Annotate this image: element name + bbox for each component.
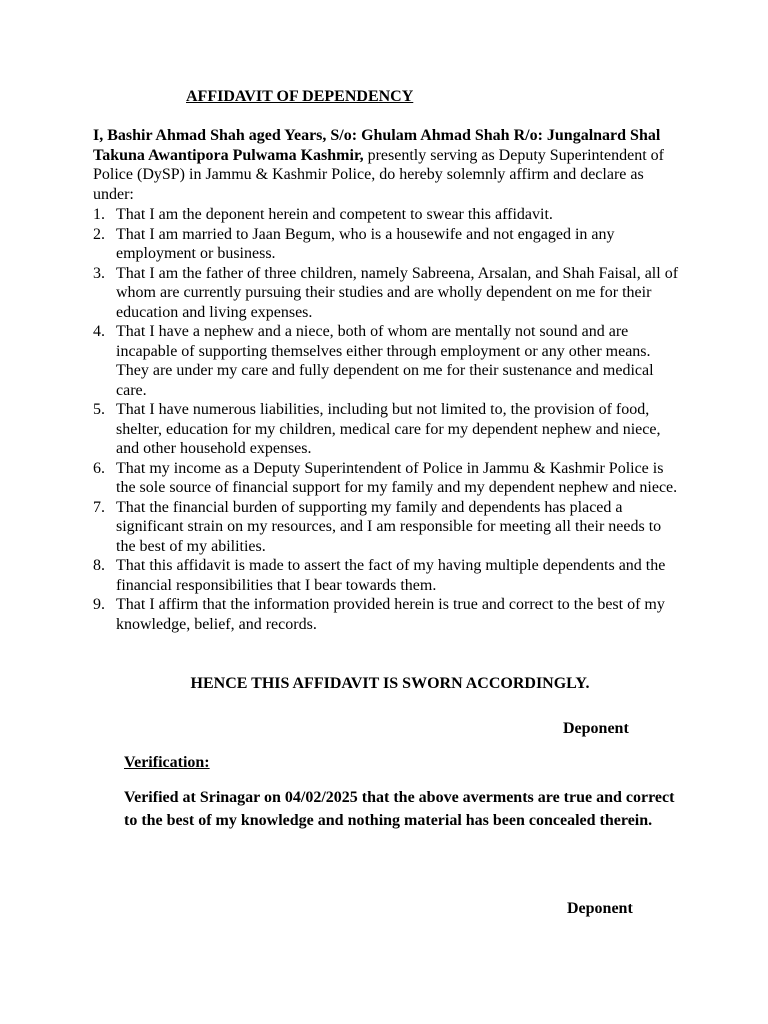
item-text: That I am the deponent herein and competent to swear this affidavit. bbox=[116, 206, 553, 223]
item-text: That this affidavit is made to assert the fact of my having multiple dependents and the financial responsibilities that I bear towards them. bbox=[116, 557, 666, 594]
deponent-signature-label: Deponent bbox=[563, 720, 629, 737]
item-number: 4. bbox=[93, 323, 105, 340]
intro-deponent-details: I, Bashir Ahmad Shah aged Years, S/o: Ghulam Ahmad Shah R/o: Jungalnard Shal Takuna Awantipora Pulwama Kashmir, bbox=[93, 127, 661, 164]
item-number: 7. bbox=[93, 498, 105, 516]
document-title: AFFIDAVIT OF DEPENDENCY bbox=[186, 88, 414, 105]
declaration-item bbox=[93, 459, 678, 498]
item-text: That I am the father of three children, namely Sabreena, Arsalan, and Shah Faisal, all of whom are currently pursuing their studies and are wholly dependent on me for their education and living expenses. bbox=[116, 264, 679, 321]
item-text: That I affirm that the information provided herein is true and correct to the best of my knowledge, belief, and records. bbox=[116, 596, 665, 633]
sworn-statement: HENCE THIS AFFIDAVIT IS SWORN ACCORDINGLY. bbox=[190, 675, 590, 692]
item-text: That I am married to Jaan Begum, who is a housewife and not engaged in any employment or business. bbox=[116, 225, 615, 262]
declaration-item bbox=[93, 225, 678, 264]
item-number: 3. bbox=[93, 264, 105, 282]
item-number: 9. bbox=[93, 596, 105, 613]
verification-heading: Verification: bbox=[124, 754, 210, 771]
item-number: 8. bbox=[93, 557, 105, 574]
item-number: 2. bbox=[93, 225, 105, 243]
item-number: 5. bbox=[93, 401, 105, 418]
verification-text: Verified at Srinagar on 04/02/2025 that the above averments are true and correct to the best of my knowledge and nothing material has been concealed therein. bbox=[124, 789, 675, 829]
item-number: 1. bbox=[93, 206, 105, 223]
intro-paragraph bbox=[93, 126, 678, 204]
intro-declaration: presently serving as Deputy Superintendent of Police (DySP) in Jammu & Kashmir Police, do hereby solemnly affirm and declare as under: bbox=[93, 146, 664, 203]
declaration-item bbox=[93, 205, 678, 225]
declaration-item bbox=[93, 595, 678, 634]
declaration-item bbox=[93, 264, 678, 323]
item-text: That the financial burden of supporting my family and dependents has placed a significant strain on my resources, and I am responsible for meeting all their needs to the best of my abilities. bbox=[116, 498, 662, 555]
item-text: That I have numerous liabilities, including but not limited to, the provision of food, shelter, education for my children, medical care for my dependent nephew and niece, and other household expenses. bbox=[116, 401, 661, 457]
item-number: 6. bbox=[93, 459, 105, 477]
deponent-verification-signature-label: Deponent bbox=[567, 900, 633, 917]
item-text: That my income as a Deputy Superintendent of Police in Jammu & Kashmir Police is the sole source of financial support for my family and my dependent nephew and niece. bbox=[116, 459, 678, 496]
item-text: That I have a nephew and a niece, both of whom are mentally not sound and are incapable of supporting themselves either through employment or any other means. They are under my care and fully dependent on me for their sustenance and medical care. bbox=[116, 323, 654, 399]
declaration-item bbox=[93, 322, 678, 400]
declaration-item bbox=[93, 400, 678, 459]
declaration-item bbox=[93, 498, 678, 557]
declaration-item bbox=[93, 556, 678, 595]
declaration-list bbox=[93, 205, 678, 634]
